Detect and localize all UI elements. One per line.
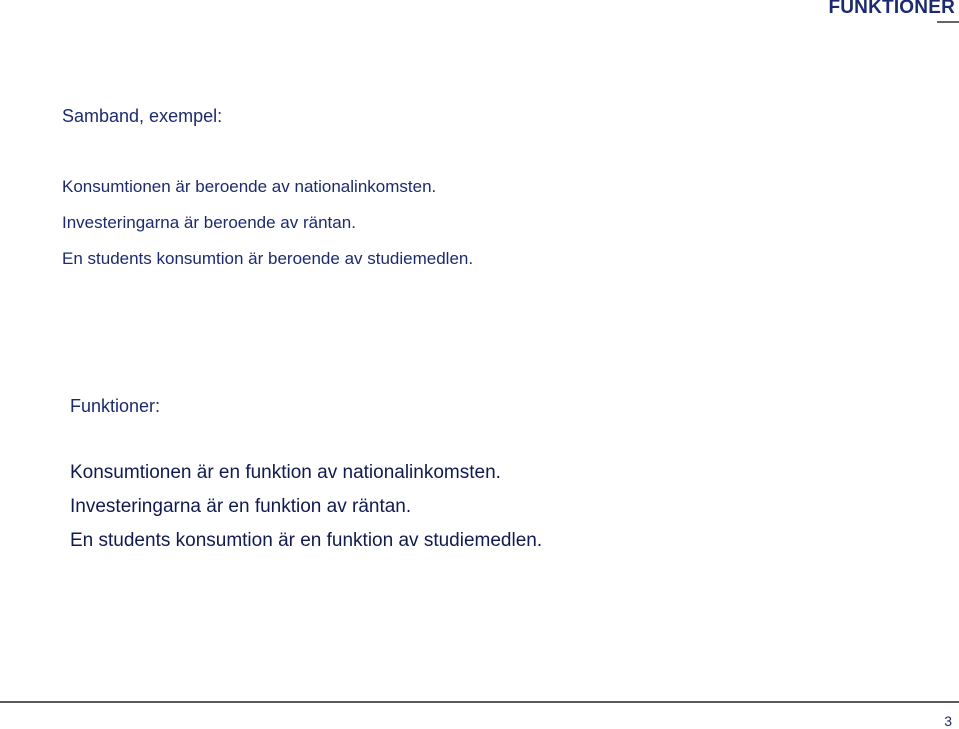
footer-rule xyxy=(0,701,959,703)
page-number: 3 xyxy=(944,713,952,729)
list-item: Investeringarna är beroende av räntan. xyxy=(62,213,356,232)
header-rule xyxy=(937,21,959,23)
list-item: Konsumtionen är en funktion av nationalinkomsten. xyxy=(70,462,501,483)
relations-list xyxy=(62,174,959,271)
list-item: Investeringarna är en funktion av räntan. xyxy=(70,496,412,517)
relations-section xyxy=(62,104,959,271)
list-item: En students konsumtion är beroende av studiemedlen. xyxy=(62,249,474,268)
functions-section xyxy=(70,394,959,558)
slide-title: FUNKTIONER xyxy=(828,0,955,18)
relations-heading: Samband, exempel: xyxy=(62,106,223,126)
list-item: Konsumtionen är beroende av nationalinkomsten. xyxy=(62,177,437,196)
functions-heading: Funktioner: xyxy=(70,396,161,416)
list-item: En students konsumtion är en funktion av studiemedlen. xyxy=(70,530,543,551)
functions-list xyxy=(70,456,959,558)
